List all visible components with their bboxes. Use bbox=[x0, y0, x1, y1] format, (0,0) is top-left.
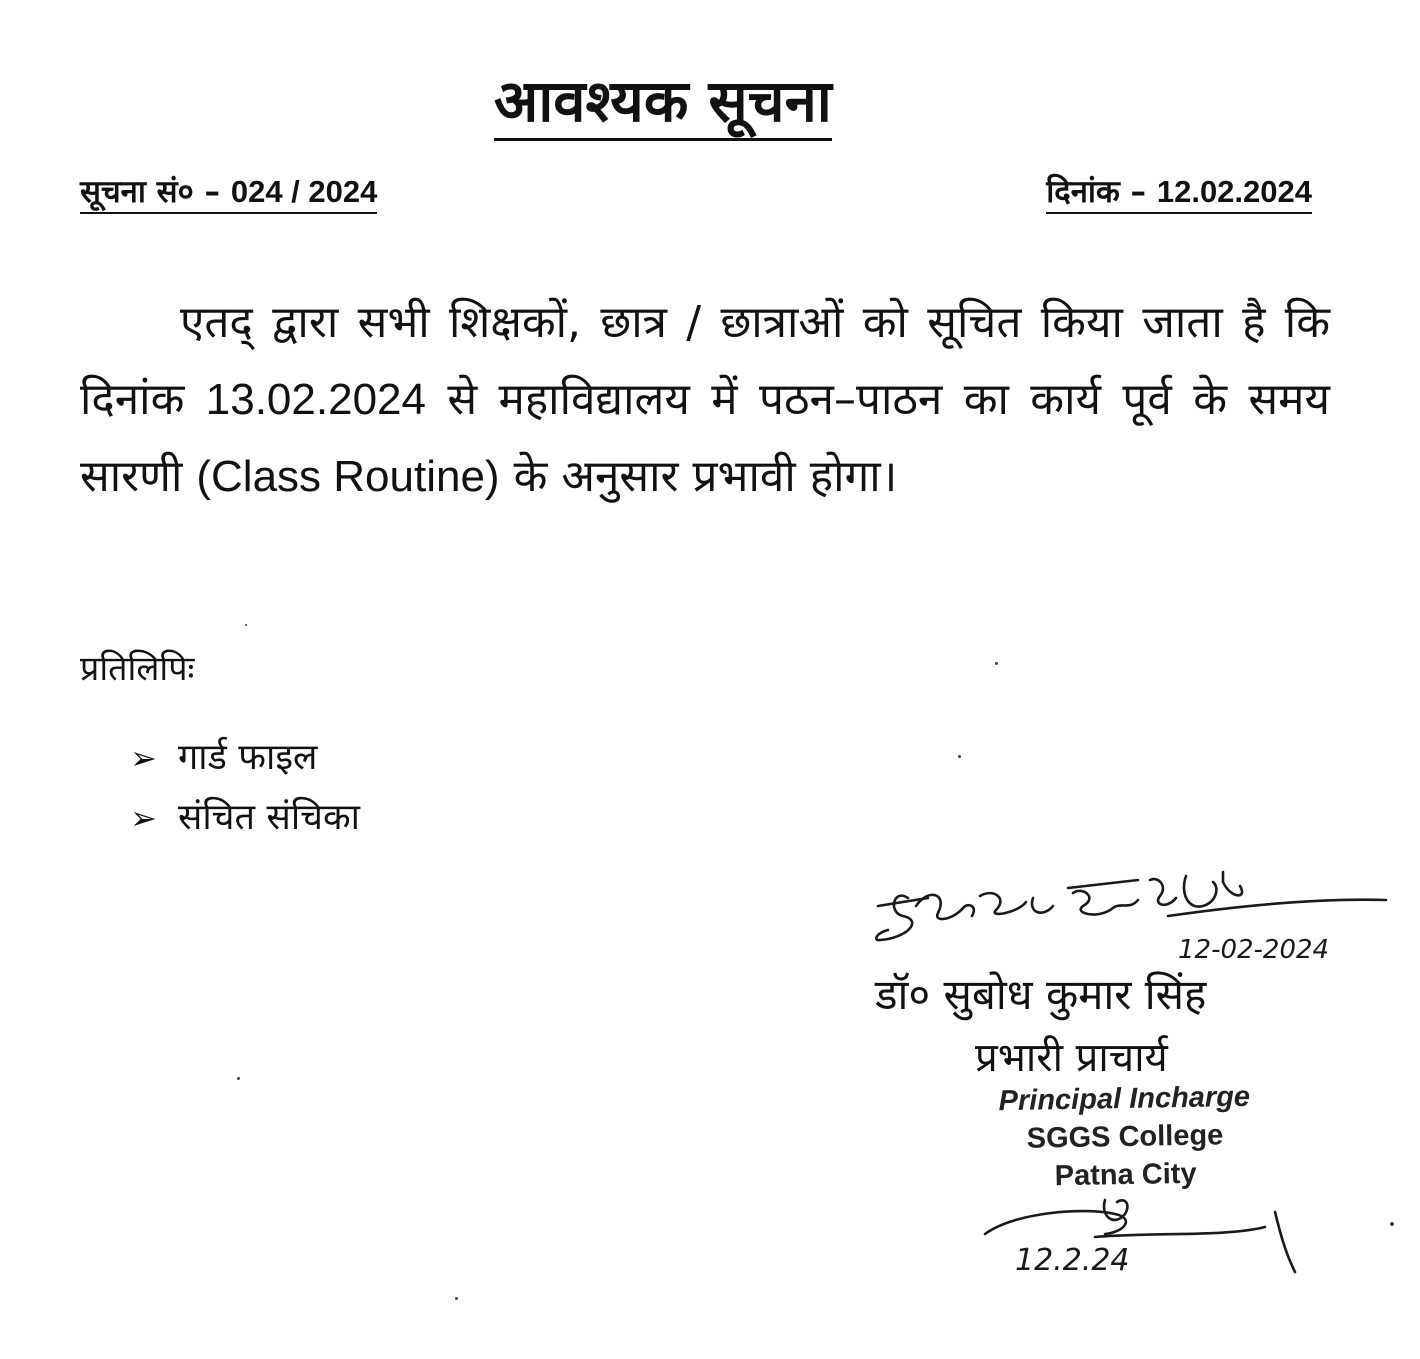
notice-number-value: 024 / 2024 bbox=[230, 174, 378, 209]
signature-date: 12-02-2024 bbox=[1178, 935, 1330, 965]
body-part-2: से महाविद्यालय में पठन–पाठन का कार्य पूर्व के समय सारणी bbox=[80, 374, 1330, 502]
copy-item-label: संचित संचिका bbox=[178, 797, 360, 838]
notice-number-label: सूचना सं० – bbox=[80, 174, 221, 210]
signatory-name: डॉ० सुबोध कुमार सिंह bbox=[875, 970, 1207, 1019]
scan-speck bbox=[1390, 1222, 1394, 1226]
arrow-bullet-icon: ➢ bbox=[130, 739, 157, 777]
stamp-line-1: Principal Incharge bbox=[998, 1080, 1251, 1118]
copy-label: प्रतिलिपिः bbox=[80, 649, 195, 689]
notice-date-label: दिनांक – bbox=[1046, 174, 1147, 210]
body-part-3: के अनुसार प्रभावी होगा। bbox=[513, 451, 898, 502]
copy-list bbox=[130, 728, 360, 848]
body-part-1: एतद् द्वारा सभी शिक्षकों, छात्र / छात्राओं को सूचित किया जाता है कि दिनांक bbox=[80, 297, 1330, 425]
body-english-term: (Class Routine) bbox=[196, 452, 500, 501]
arrow-bullet-icon: ➢ bbox=[130, 799, 157, 837]
scan-speck bbox=[245, 624, 247, 626]
notice-title: आवश्यक सूचना bbox=[494, 66, 832, 141]
scan-speck bbox=[995, 662, 998, 665]
scan-speck bbox=[958, 755, 961, 758]
copy-list-item bbox=[130, 788, 360, 848]
signatory-designation: प्रभारी प्राचार्य bbox=[975, 1035, 1168, 1081]
notice-body bbox=[80, 284, 1330, 515]
scan-speck bbox=[237, 1077, 240, 1080]
stamp-line-2: SGGS College bbox=[1026, 1119, 1224, 1155]
notice-date bbox=[1046, 172, 1312, 214]
body-effective-date: 13.02.2024 bbox=[205, 375, 426, 424]
stamp-line-3: Patna City bbox=[1054, 1157, 1197, 1193]
official-stamp bbox=[969, 1077, 1281, 1196]
copy-list-item bbox=[130, 728, 360, 788]
copy-item-label: गार्ड फाइल bbox=[178, 737, 318, 778]
notice-number bbox=[80, 172, 377, 214]
initials-date: 12.2.24 bbox=[1015, 1243, 1130, 1278]
notice-date-value: 12.02.2024 bbox=[1156, 174, 1312, 209]
scan-speck bbox=[455, 1297, 458, 1300]
initials-signature bbox=[975, 1192, 1315, 1287]
handwritten-signature bbox=[868, 858, 1398, 968]
